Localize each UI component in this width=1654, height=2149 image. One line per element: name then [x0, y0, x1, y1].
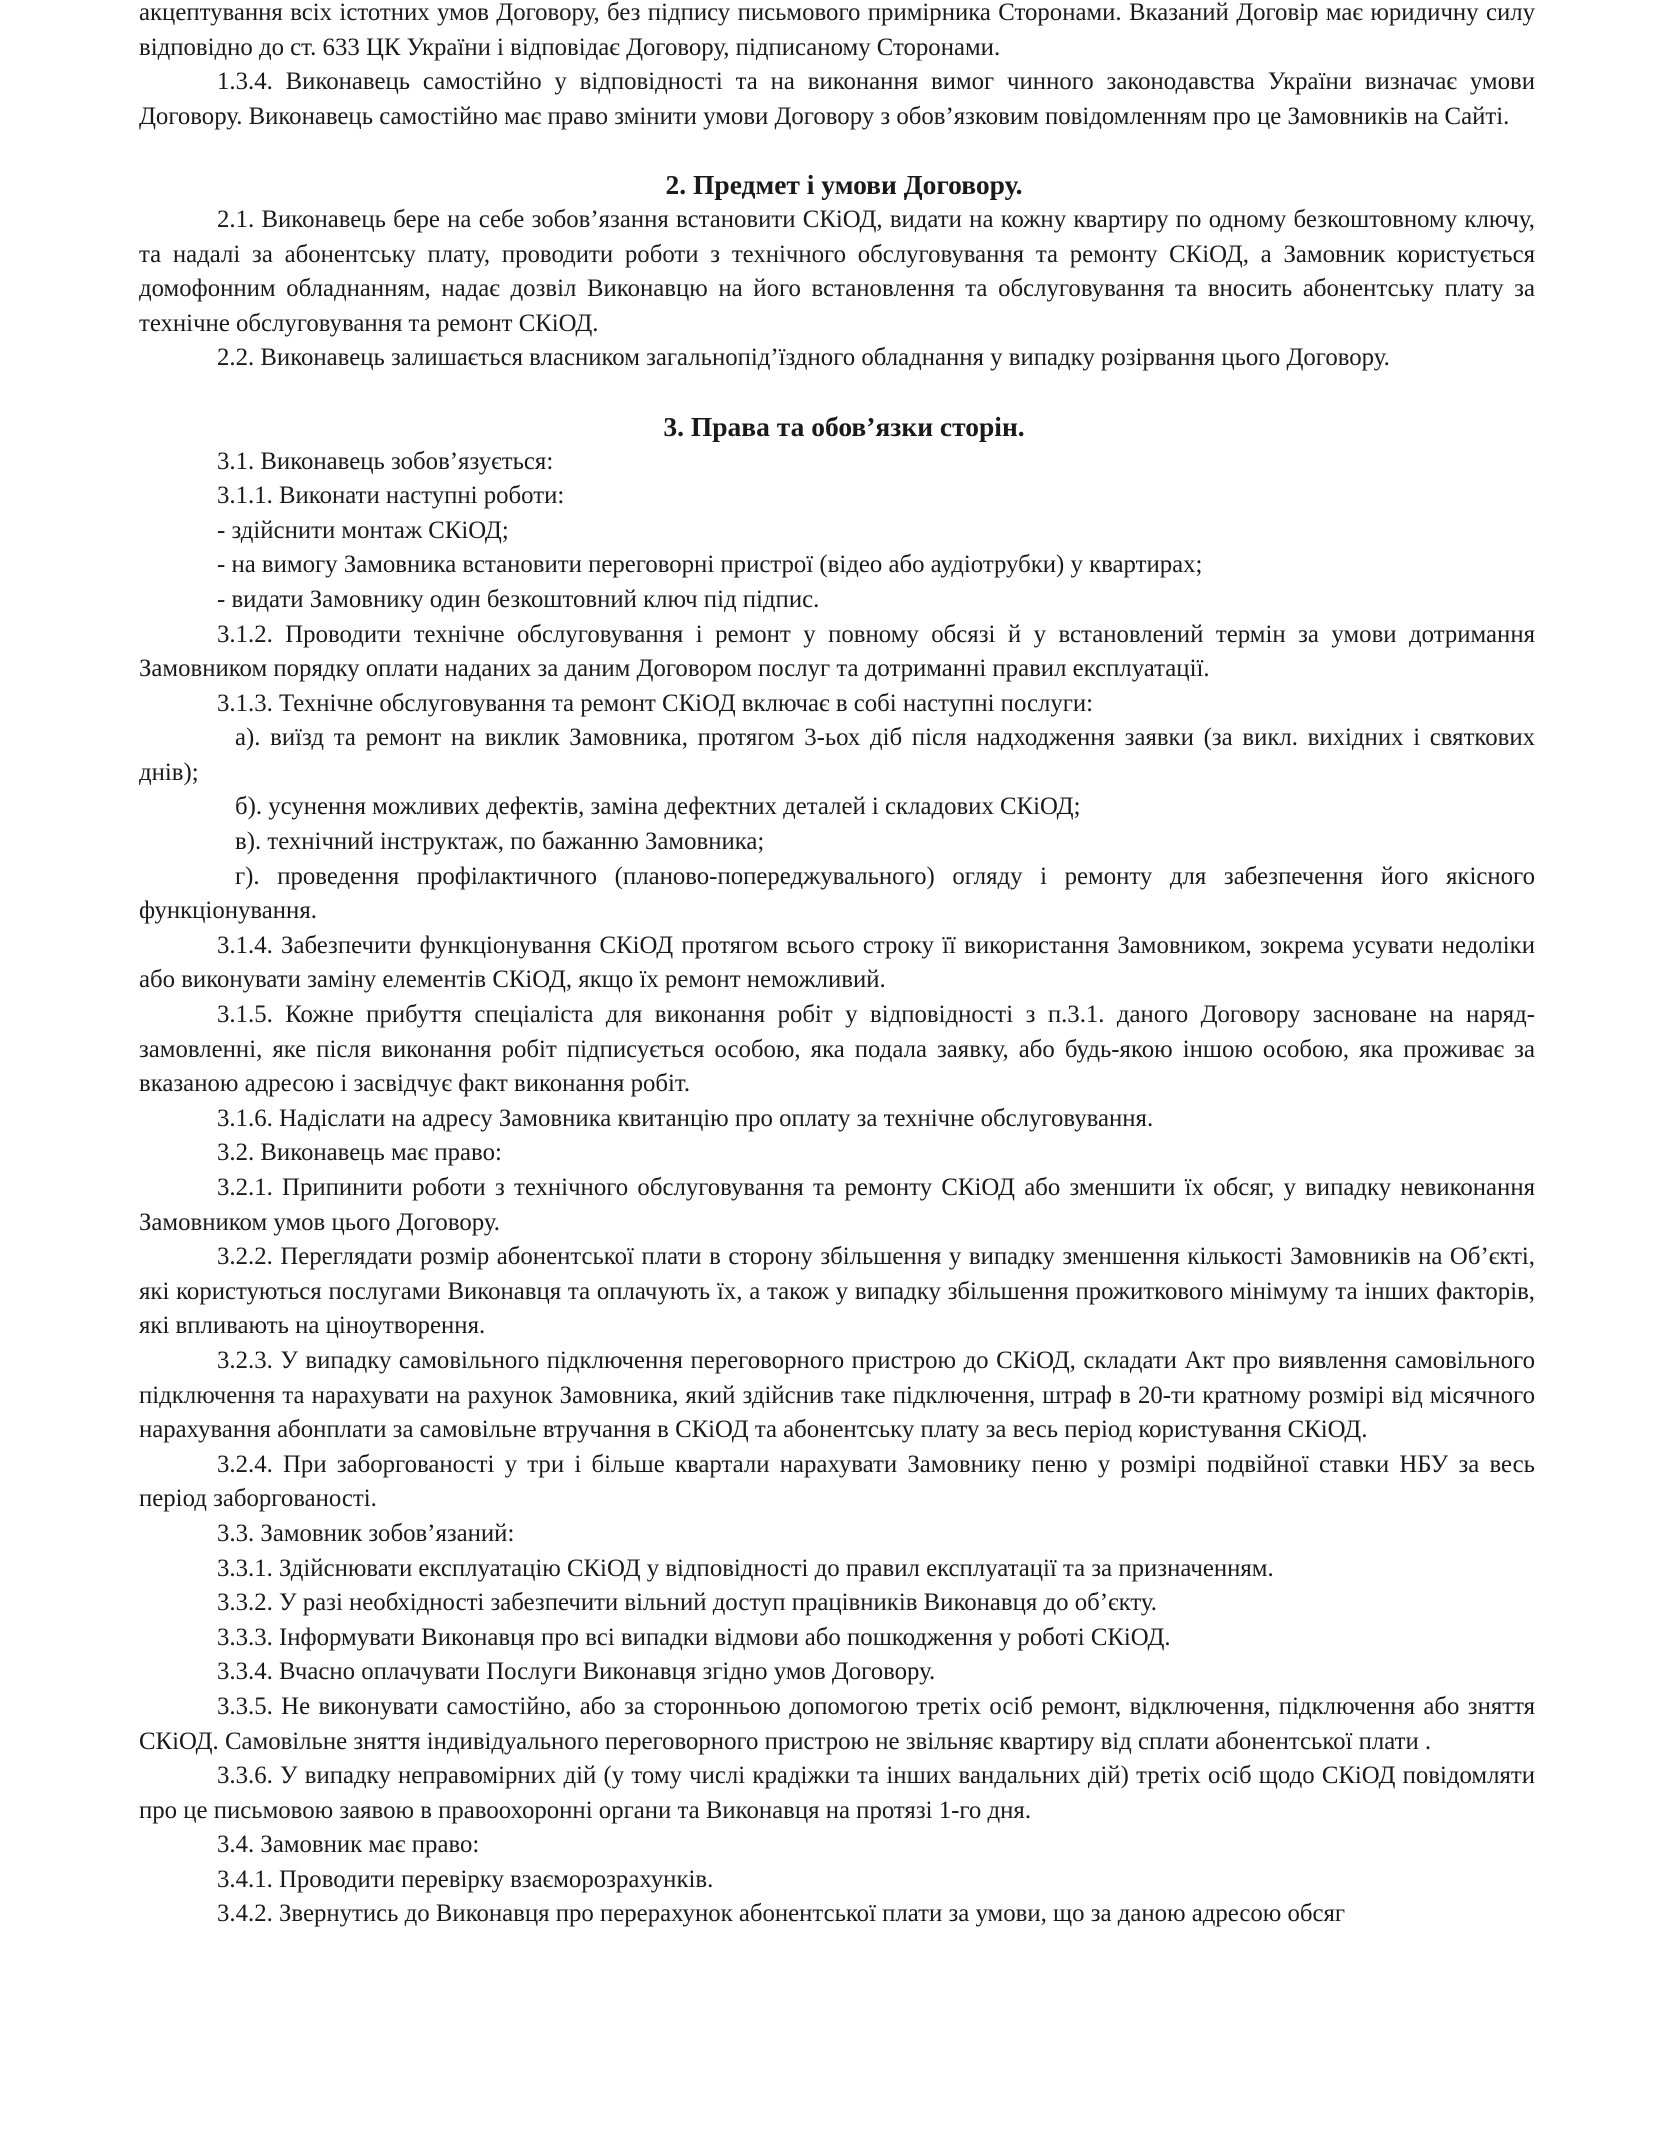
paragraph-3-3-3: 3.3.3. Інформувати Виконавця про всі випадки відмови або пошкодження у роботі СКіОД.	[217, 1623, 1171, 1651]
paragraph-3-1-1: 3.1.1. Виконати наступні роботи:	[217, 482, 565, 510]
paragraph-3-3-4: 3.3.4. Вчасно оплачувати Послуги Виконавця згідно умов Договору.	[217, 1658, 936, 1686]
list-item-free-key: - видати Замовнику один безкоштовний ключ під підпис.	[217, 585, 820, 613]
list-item-intercom-devices: - на вимогу Замовника встановити переговорні пристрої (відео або аудіотрубки) у квартирах;	[217, 551, 1203, 579]
paragraph-3-2: 3.2. Виконавець має право:	[217, 1139, 502, 1167]
paragraph-3-3-1: 3.3.1. Здійснювати експлуатацію СКіОД у відповідності до правил експлуатації та за призначенням.	[217, 1554, 1274, 1582]
paragraph-3-3-6: 3.3.6. У випадку неправомірних дій (у тому числі крадіжки та інших вандальних дій) третіх осіб щодо СКіОД повідомляти про це письмовою заявою в правоохоронні органи та Виконавця на протязі 1-го дня.	[139, 1762, 1535, 1824]
paragraph-3-3: 3.3. Замовник зобов’язаний:	[217, 1519, 515, 1547]
section-3-heading: 3. Права та обов’язки сторін.	[663, 410, 1025, 442]
list-item-v: в). технічний інструктаж, по бажанню Замовника;	[235, 828, 765, 856]
paragraph-3-1-4: 3.1.4. Забезпечити функціонування СКіОД протягом всього строку її використання Замовником, зокрема усувати недоліки або виконувати заміну елементів СКіОД, якщо їх ремонт неможливий.	[139, 931, 1535, 994]
paragraph-1-3-4: 1.3.4. Виконавець самостійно у відповідності та на виконання вимог чинного законодавства України визначає умови Договору. Виконавець самостійно має право змінити умови Договору з обов’язковим повідомленням про це Замовників на Сайті.	[139, 68, 1535, 130]
section-2-body	[139, 203, 1535, 376]
paragraph-3-4-1: 3.4.1. Проводити перевірку взаєморозрахунків.	[217, 1865, 714, 1893]
paragraph-3-3-5: 3.3.5. Не виконувати самостійно, або за сторонньою допомогою третіх осіб ремонт, відключення, підключення або зняття СКіОД. Самовільне зняття індивідуального переговорного пристрою не звільняє квартиру від сплати абонентської плати .	[139, 1692, 1535, 1755]
document-page	[139, 0, 1535, 1932]
section-3-body	[139, 445, 1535, 1933]
section-2-heading: 2. Предмет і умови Договору.	[665, 169, 1023, 201]
paragraph-3-2-2: 3.2.2. Переглядати розмір абонентської плати в сторону збільшення у випадку зменшення кількості Замовників на Об’єкті, які користуються послугами Виконавця та оплачують їх, а також у випадку збільшення прожиткового мінімуму та інших факторів, які впливають на ціноутворення.	[139, 1243, 1535, 1340]
paragraph-3-2-1: 3.2.1. Припинити роботи з технічного обслуговування та ремонту СКіОД або зменшити їх обсяг, у випадку невиконання Замовником умов цього Договору.	[139, 1174, 1535, 1236]
paragraph-2-2: 2.2. Виконавець залишається власником загальнопід’їздного обладнання у випадку розірвання цього Договору.	[217, 344, 1390, 372]
paragraph-3-4-2: 3.4.2. Звернутись до Виконавця про перерахунок абонентської плати за умови, що за даною адресою обсяг	[217, 1900, 1346, 1928]
list-item-montage: - здійснити монтаж СКіОД;	[217, 516, 509, 544]
list-item-b: б). усунення можливих дефектів, заміна дефектних деталей і складових СКіОД;	[235, 793, 1081, 821]
list-item-a: а). виїзд та ремонт на виклик Замовника, протягом 3-ьох діб після надходження заявки (за викл. вихідних і святкових днів);	[139, 724, 1535, 786]
paragraph-3-1: 3.1. Виконавець зобов’язується:	[217, 447, 554, 475]
paragraph-3-4: 3.4. Замовник має право:	[217, 1831, 480, 1859]
paragraph-intro-continuation: акцептування всіх істотних умов Договору, без підпису письмового примірника Сторонами. Вказаний Договір має юридичну силу відповідно до ст. 633 ЦК України і відповідає Договору, підписаному Сторонами.	[139, 0, 1535, 61]
intro-block	[139, 0, 1535, 134]
list-item-g: г). проведення профілактичного (планово-попереджувального) огляду і ремонту для забезпечення його якісного функціонування.	[139, 862, 1535, 925]
paragraph-3-1-2: 3.1.2. Проводити технічне обслуговування і ремонт у повному обсязі й у встановлений термін за умови дотримання Замовником порядку оплати наданих за даним Договором послуг та дотриманні правил експлуатації.	[139, 620, 1535, 683]
paragraph-3-1-6: 3.1.6. Надіслати на адресу Замовника квитанцію про оплату за технічне обслуговування.	[217, 1104, 1154, 1132]
paragraph-3-2-3: 3.2.3. У випадку самовільного підключення переговорного пристрою до СКіОД, складати Акт про виявлення самовільного підключення та нарахувати на рахунок Замовника, який здійснив таке підключення, штраф в 20-ти кратному розмірі від місячного нарахування абонплати за самовільне втручання в СКіОД та абонентську плату за весь період користування СКіОД.	[139, 1346, 1535, 1444]
paragraph-3-2-4: 3.2.4. При заборгованості у три і більше квартали нарахувати Замовнику пеню у розмірі подвійної ставки НБУ за весь період заборгованості.	[139, 1450, 1535, 1513]
paragraph-3-3-2: 3.3.2. У разі необхідності забезпечити вільний доступ працівників Виконавця до об’єкту.	[217, 1589, 1157, 1617]
paragraph-3-1-3: 3.1.3. Технічне обслуговування та ремонт СКіОД включає в собі наступні послуги:	[217, 689, 1094, 717]
paragraph-3-1-5: 3.1.5. Кожне прибуття спеціаліста для виконання робіт у відповідності з п.3.1. даного Договору засноване на наряд-замовленні, яке після виконання робіт підписується особою, яка подала заявку, або будь-якою іншою особою, яка проживає за вказаною адресою і засвідчує факт виконання робіт.	[139, 1001, 1535, 1098]
paragraph-2-1: 2.1. Виконавець бере на себе зобов’язання встановити СКіОД, видати на кожну квартиру по одному безкоштовному ключу, та надалі за абонентську плату, проводити роботи з технічного обслуговування та ремонту СКіОД, а Замовник користується домофонним обладнанням, надає дозвіл Виконавцю на його встановлення та обслуговування та вносить абонентську плату за технічне обслуговування та ремонт СКіОД.	[139, 205, 1535, 337]
